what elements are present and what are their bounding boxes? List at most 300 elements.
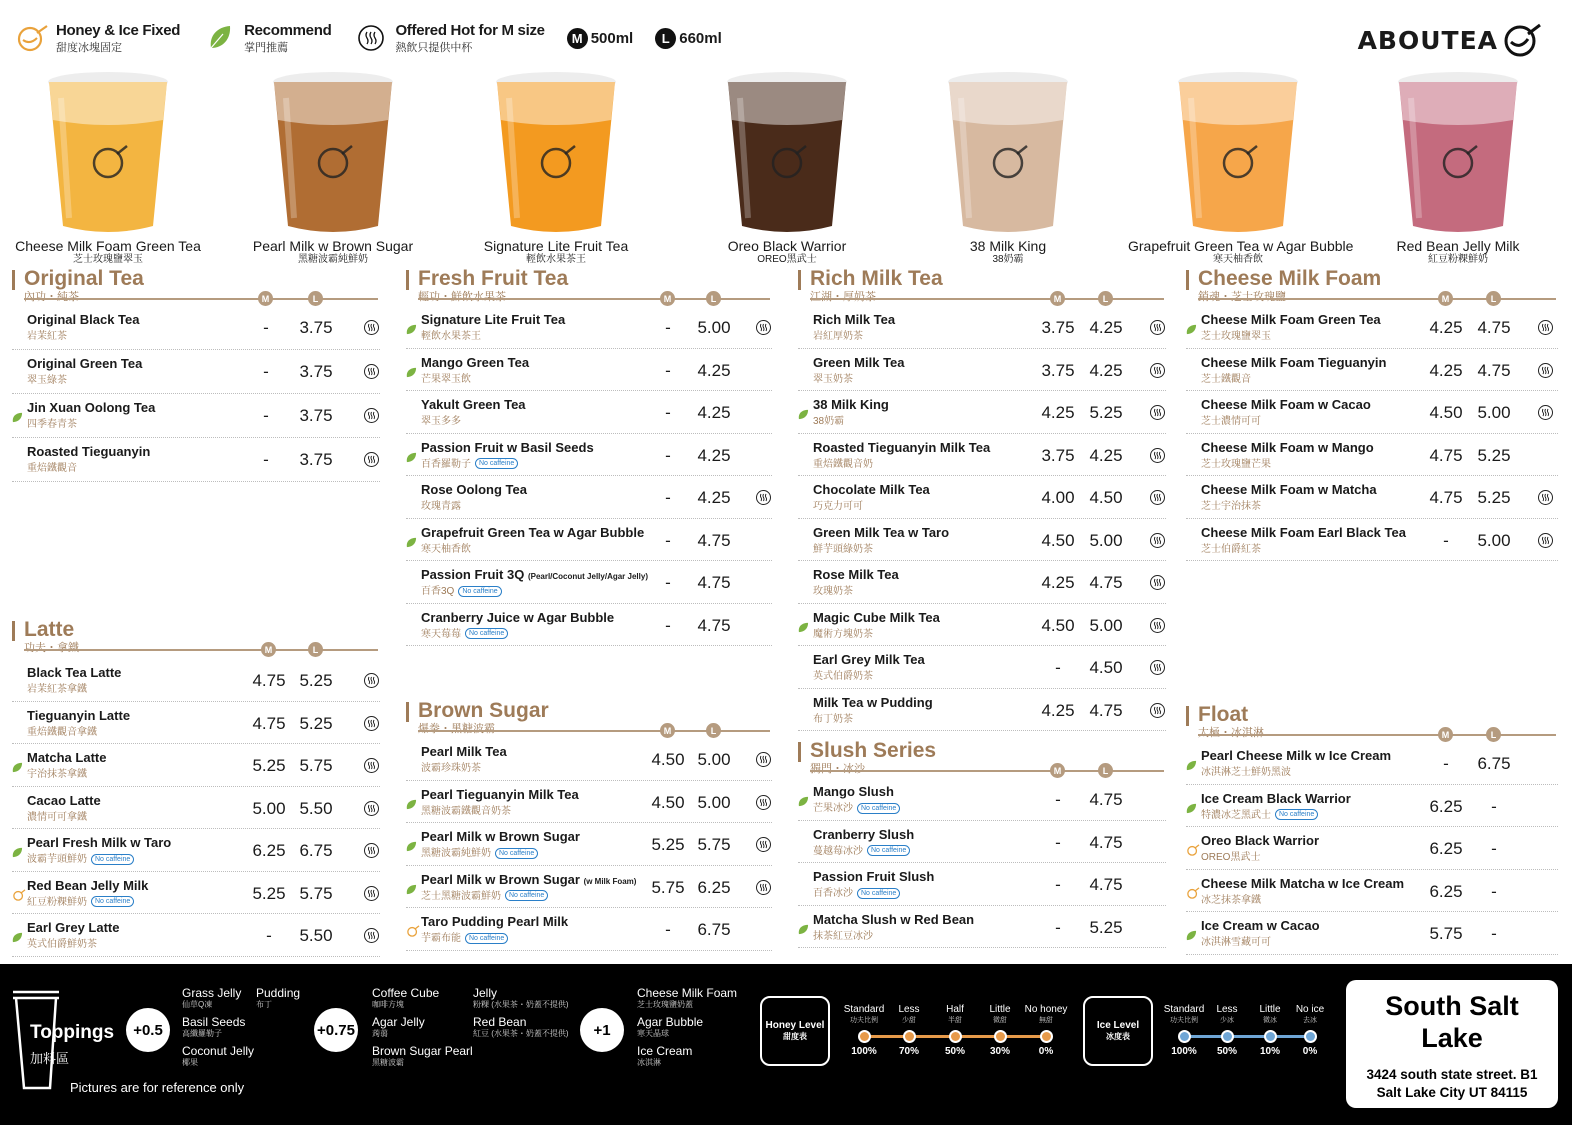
topping-item bbox=[372, 986, 439, 1009]
featured-drink-zh: 輕飲水果茶王 bbox=[526, 254, 586, 265]
item-name bbox=[421, 610, 614, 625]
item-name-text: Matcha Latte bbox=[27, 750, 107, 765]
menu-item-ice-cream-black-warrior[interactable] bbox=[1186, 785, 1558, 828]
price-m: - bbox=[1055, 790, 1061, 809]
topping-item bbox=[637, 1015, 703, 1038]
item-name bbox=[421, 872, 636, 887]
item-zh bbox=[27, 415, 77, 430]
price-l: 6.75 bbox=[1477, 754, 1511, 773]
price-l: 4.50 bbox=[1089, 658, 1123, 677]
menu-list bbox=[12, 306, 380, 482]
menu-item-pearl-cheese-milk-w-ice-cream[interactable] bbox=[1186, 742, 1558, 785]
no-caffeine-badge: No caffeine bbox=[465, 933, 508, 944]
item-name bbox=[27, 750, 106, 765]
item-name-text: Cheese Milk Matcha w Ice Cream bbox=[1201, 875, 1405, 891]
section-accent-bar bbox=[406, 270, 409, 290]
cup-image bbox=[223, 50, 443, 238]
item-name-text: Cheese Milk Foam Tieguanyin bbox=[1201, 354, 1387, 370]
item-name-text: Cranberry Slush bbox=[813, 826, 915, 842]
menu-item-passion-fruit-w-basil-seeds[interactable] bbox=[406, 434, 772, 477]
menu-item-pearl-tieguanyin-milk-tea[interactable] bbox=[406, 781, 772, 824]
legend-recommend-zh: 掌門推薦 bbox=[244, 41, 289, 54]
level-dot bbox=[1264, 1030, 1277, 1043]
menu-item-pearl-milk-tea[interactable] bbox=[406, 738, 772, 781]
price-m: - bbox=[665, 403, 671, 422]
item-zh bbox=[421, 497, 461, 512]
drink-cup-illustration bbox=[722, 58, 852, 238]
menu-item-pearl-fresh-milk-w-taro[interactable] bbox=[12, 829, 380, 872]
item-name bbox=[27, 444, 150, 459]
item-name bbox=[27, 312, 139, 327]
price-l: 6.25 bbox=[697, 877, 731, 897]
item-name bbox=[1201, 876, 1404, 891]
item-name-text: Cheese Milk Foam Green Tea bbox=[1201, 312, 1381, 327]
item-zh-text: 芝士宇治抹茶 bbox=[1201, 501, 1261, 512]
section-subtitle: 輕功・鮮飲水果茶 bbox=[418, 291, 506, 303]
menu-item-cheese-milk-foam-tieguanyin[interactable] bbox=[1186, 349, 1558, 392]
price-l: 5.25 bbox=[1089, 917, 1123, 937]
section-accent-bar bbox=[406, 702, 409, 722]
topping-name-zh: 仙草Q凍 bbox=[182, 1000, 213, 1009]
leaf-icon bbox=[406, 535, 417, 546]
item-zh bbox=[1201, 455, 1271, 470]
section-accent-bar bbox=[798, 270, 801, 290]
section-header bbox=[12, 268, 380, 304]
item-zh-text: 百香冰沙 bbox=[813, 888, 853, 899]
size-m-marker: M bbox=[1438, 727, 1453, 742]
hot-available-icon bbox=[1150, 405, 1165, 420]
menu-item-cheese-milk-foam-green-tea[interactable] bbox=[1186, 306, 1558, 349]
toppings-title: Toppings bbox=[30, 1022, 115, 1043]
price-l: 5.25 bbox=[299, 713, 333, 733]
item-zh bbox=[421, 802, 511, 817]
section-latte bbox=[12, 618, 380, 950]
topping-name: Coconut Jelly bbox=[182, 1044, 255, 1058]
featured-drink-zh: 38奶霸 bbox=[992, 254, 1024, 265]
menu-list bbox=[406, 738, 772, 951]
level-percent: 70% bbox=[898, 1046, 919, 1057]
item-zh bbox=[27, 371, 67, 386]
menu-item-cheese-milk-matcha-w-ice-cream[interactable] bbox=[1186, 870, 1558, 913]
hot-available-icon bbox=[1150, 363, 1165, 378]
level-percent: 30% bbox=[989, 1046, 1010, 1057]
item-zh bbox=[813, 710, 853, 725]
item-zh-text: 重焙鐵觀音拿鐵 bbox=[27, 726, 97, 738]
item-zh-text: 巧克力可可 bbox=[813, 501, 863, 512]
leaf-icon bbox=[1186, 758, 1197, 769]
level-percent: 100% bbox=[851, 1046, 877, 1057]
item-zh bbox=[1201, 327, 1271, 342]
item-name-text: Cacao Latte bbox=[27, 792, 101, 808]
hot-available-icon bbox=[364, 758, 379, 773]
price-m: 4.75 bbox=[252, 713, 286, 733]
section-header bbox=[798, 740, 1166, 776]
item-name bbox=[27, 793, 101, 808]
price-m: - bbox=[665, 920, 671, 939]
item-name-text: Roasted Tieguanyin Milk Tea bbox=[813, 439, 991, 455]
item-name-text: Cheese Milk Foam w Cacao bbox=[1201, 397, 1371, 412]
menu-item-signature-lite-fruit-tea[interactable] bbox=[406, 306, 772, 349]
drink-cup-illustration bbox=[943, 58, 1073, 238]
size-l-volume: 660ml bbox=[679, 29, 722, 47]
item-name-text: Milk Tea w Pudding bbox=[813, 694, 933, 710]
section-header bbox=[1186, 268, 1558, 304]
price-m: 4.50 bbox=[651, 792, 685, 812]
section-subtitle: 功夫・拿鐵 bbox=[24, 642, 79, 654]
menu-item-matcha-slush-w-red-bean[interactable] bbox=[798, 906, 1166, 949]
item-zh bbox=[1201, 763, 1291, 778]
item-name-note: (w Milk Foam) bbox=[583, 876, 637, 886]
drink-cup-illustration bbox=[1393, 58, 1523, 238]
price-l: 4.25 bbox=[697, 403, 731, 422]
menu-item-roasted-tieguanyin-milk-tea[interactable] bbox=[798, 434, 1166, 477]
item-name-text: Passion Fruit Slush bbox=[813, 869, 935, 884]
ice-level-box bbox=[1083, 996, 1153, 1066]
item-zh bbox=[813, 455, 873, 470]
level-dot bbox=[1304, 1030, 1317, 1043]
hot-available-icon bbox=[1150, 320, 1165, 335]
price-m: 5.25 bbox=[252, 756, 286, 775]
hot-available-icon bbox=[1538, 405, 1553, 420]
menu-item-oreo-black-warrior[interactable] bbox=[1186, 827, 1558, 870]
topping-item bbox=[372, 1044, 473, 1067]
price-m: 4.50 bbox=[651, 750, 685, 769]
size-m-badge: M bbox=[567, 28, 588, 49]
item-zh-text: 芒果翠玉飲 bbox=[421, 373, 471, 385]
menu-item-yakult-green-tea[interactable] bbox=[406, 391, 772, 434]
price-m: 4.00 bbox=[1041, 488, 1075, 507]
item-zh bbox=[421, 929, 508, 944]
menu-item-rich-milk-tea[interactable] bbox=[798, 306, 1166, 349]
menu-item-milk-tea-w-pudding[interactable] bbox=[798, 689, 1166, 732]
no-caffeine-badge: No caffeine bbox=[857, 803, 900, 814]
menu-item-cranberry-slush[interactable] bbox=[798, 821, 1166, 864]
item-name bbox=[1201, 525, 1406, 540]
item-name bbox=[27, 708, 130, 723]
menu-item-magic-cube-milk-tea[interactable] bbox=[798, 604, 1166, 647]
item-name bbox=[27, 665, 121, 680]
item-name-text: Red Bean Jelly Milk bbox=[27, 877, 149, 893]
item-zh-text: 芒果冰沙 bbox=[813, 803, 853, 814]
item-zh-text: 蔓越莓冰沙 bbox=[813, 845, 863, 857]
item-name bbox=[27, 356, 142, 371]
level-percent: 100% bbox=[1171, 1046, 1197, 1057]
topping-name-zh: 咖啡方塊 bbox=[372, 1000, 404, 1009]
topping-name: Jelly bbox=[473, 986, 498, 1000]
price-l: 5.00 bbox=[697, 792, 731, 812]
section-original-tea bbox=[12, 267, 380, 474]
item-zh bbox=[27, 765, 87, 780]
hot-available-icon bbox=[756, 490, 771, 505]
menu-item-jin-xuan-oolong-tea[interactable] bbox=[12, 394, 380, 438]
topping-name-zh: 蒟蒻 bbox=[372, 1029, 388, 1038]
level-percent: 50% bbox=[944, 1046, 965, 1057]
hot-available-icon bbox=[1150, 660, 1165, 675]
legend-size-l bbox=[655, 28, 722, 49]
section-title: Slush Series bbox=[810, 739, 937, 762]
legend-honey-en: Honey & Ice Fixed bbox=[56, 21, 181, 39]
level-percent: 10% bbox=[1259, 1046, 1280, 1057]
menu-list bbox=[798, 306, 1166, 731]
topping-name: Cheese Milk Foam bbox=[637, 986, 738, 1000]
item-zh-text: 岩紅厚奶茶 bbox=[813, 331, 863, 342]
no-caffeine-badge: No caffeine bbox=[475, 458, 518, 469]
leaf-icon bbox=[798, 620, 809, 631]
item-zh-text: 布丁奶茶 bbox=[813, 713, 853, 725]
item-zh bbox=[1201, 806, 1318, 821]
size-l-marker: L bbox=[706, 723, 721, 738]
topping-name: Coffee Cube bbox=[372, 986, 440, 1000]
level-label: No ice bbox=[1295, 1004, 1325, 1015]
leaf-icon bbox=[798, 794, 809, 805]
item-zh-text: 玫瑰青露 bbox=[421, 501, 461, 512]
level-title: Ice Level bbox=[1096, 1020, 1140, 1031]
item-name-text: Black Tea Latte bbox=[27, 665, 122, 680]
price-m: - bbox=[1055, 658, 1061, 677]
item-zh bbox=[813, 884, 900, 899]
level-label-zh: 少甜 bbox=[902, 1017, 916, 1024]
footer bbox=[0, 964, 1572, 1125]
level-title-zh: 甜度表 bbox=[783, 1032, 807, 1041]
price-l: 5.00 bbox=[1089, 615, 1123, 635]
item-zh bbox=[27, 808, 87, 823]
item-zh-text: 重焙鐵觀音 bbox=[27, 463, 77, 474]
menu-item-earl-grey-latte[interactable] bbox=[12, 914, 380, 957]
menu-item-rose-oolong-tea[interactable] bbox=[406, 476, 772, 519]
menu-item-rose-milk-tea[interactable] bbox=[798, 561, 1166, 604]
drink-cup-illustration bbox=[1173, 58, 1303, 238]
level-percent: 0% bbox=[1302, 1046, 1318, 1057]
item-name-text: Passion Fruit w Basil Seeds bbox=[421, 439, 594, 455]
price-m: 6.25 bbox=[1429, 881, 1463, 901]
menu-item-mango-green-tea[interactable] bbox=[406, 349, 772, 392]
item-zh bbox=[1201, 891, 1261, 906]
item-name bbox=[1201, 482, 1377, 497]
level-percent: 0% bbox=[1038, 1046, 1054, 1057]
section-accent-bar bbox=[12, 621, 15, 641]
menu-item-original-green-tea[interactable] bbox=[12, 350, 380, 394]
size-l-badge: L bbox=[655, 28, 676, 49]
item-zh bbox=[421, 582, 502, 597]
menu-item-cheese-milk-foam-w-mango[interactable] bbox=[1186, 434, 1558, 477]
menu-item-roasted-tieguanyin[interactable] bbox=[12, 438, 380, 482]
section-accent-bar bbox=[798, 742, 801, 762]
no-caffeine-badge: No caffeine bbox=[1275, 809, 1318, 820]
cup-image bbox=[0, 50, 218, 238]
item-zh-text: 英式伯爵鮮奶茶 bbox=[27, 939, 97, 950]
level-option bbox=[930, 1004, 980, 1025]
price-m: - bbox=[1055, 917, 1061, 937]
hot-available-icon bbox=[364, 886, 379, 901]
item-zh bbox=[421, 625, 508, 640]
featured-drink bbox=[677, 50, 897, 266]
level-dot bbox=[1221, 1030, 1234, 1043]
level-label-zh: 微冰 bbox=[1263, 1017, 1277, 1024]
item-zh bbox=[813, 667, 873, 682]
level-label: Little bbox=[1259, 1004, 1281, 1015]
item-zh-text: 冰淇淋雪藏可可 bbox=[1201, 937, 1271, 948]
section-rich-milk-tea bbox=[798, 267, 1166, 725]
topping-item bbox=[473, 1015, 569, 1038]
leaf-icon bbox=[406, 450, 417, 461]
item-zh bbox=[813, 412, 844, 427]
item-zh bbox=[813, 625, 873, 640]
price-m: 5.25 bbox=[651, 835, 685, 854]
price-l: 4.25 bbox=[697, 360, 731, 380]
featured-drink-name: Oreo Black Warrior bbox=[727, 238, 847, 254]
price-l: 4.25 bbox=[697, 488, 731, 507]
item-name-text: Original Green Tea bbox=[27, 356, 143, 371]
menu-item-tieguanyin-latte[interactable] bbox=[12, 702, 380, 745]
menu-item-cheese-milk-foam-w-cacao[interactable] bbox=[1186, 391, 1558, 434]
menu-item-taro-pudding-pearl-milk[interactable] bbox=[406, 908, 772, 951]
price-m: 6.25 bbox=[252, 841, 286, 860]
price-l: 4.75 bbox=[697, 615, 731, 635]
leaf-icon bbox=[1186, 928, 1197, 939]
price-m: - bbox=[665, 615, 671, 635]
featured-drink-name: Cheese Milk Foam Green Tea bbox=[15, 238, 201, 254]
leaf-icon bbox=[406, 797, 417, 808]
price-l: 5.00 bbox=[1477, 530, 1511, 550]
menu-item-earl-grey-milk-tea[interactable] bbox=[798, 646, 1166, 689]
topping-name-zh: 寒天晶球 bbox=[637, 1029, 669, 1038]
price-m: 3.75 bbox=[1041, 318, 1075, 337]
menu-item-38-milk-king[interactable] bbox=[798, 391, 1166, 434]
menu-item-pearl-milk-w-brown-sugar[interactable] bbox=[406, 823, 772, 866]
menu-item-red-bean-jelly-milk[interactable] bbox=[12, 872, 380, 915]
topping-name-zh: 布丁 bbox=[256, 1000, 272, 1009]
price-m: 4.25 bbox=[1041, 573, 1075, 592]
legend-size-m bbox=[567, 28, 634, 49]
honey-dipper-icon bbox=[406, 924, 417, 935]
level-title: Honey Level bbox=[765, 1020, 825, 1031]
price-l: 5.00 bbox=[1089, 530, 1123, 550]
price-l: 5.50 bbox=[299, 798, 333, 818]
item-zh-text: 芋霸布能 bbox=[421, 933, 461, 944]
item-name-text: Original Black Tea bbox=[27, 312, 140, 327]
menu-item-cranberry-juice-w-agar-bubble[interactable] bbox=[406, 604, 772, 647]
menu-item-passion-fruit-3q[interactable] bbox=[406, 561, 772, 604]
topping-name-zh: 粉粿 (水果茶・奶蓋不提供) bbox=[473, 1000, 569, 1009]
price-m: 4.50 bbox=[1041, 615, 1075, 635]
section-subtitle: 江湖・厚奶茶 bbox=[810, 291, 876, 303]
menu-item-ice-cream-w-cacao[interactable] bbox=[1186, 912, 1558, 955]
item-zh bbox=[813, 327, 863, 342]
price-m: - bbox=[665, 530, 671, 550]
price-m: 4.50 bbox=[1429, 403, 1463, 422]
size-m-marker: M bbox=[660, 723, 675, 738]
item-zh bbox=[421, 370, 471, 385]
section-rule bbox=[1198, 734, 1556, 736]
topping-name-zh: 紅豆 (水果茶・奶蓋不提供) bbox=[473, 1029, 569, 1038]
menu-item-passion-fruit-slush[interactable] bbox=[798, 863, 1166, 906]
item-name bbox=[27, 400, 155, 415]
menu-item-green-milk-tea[interactable] bbox=[798, 349, 1166, 392]
featured-drink-zh: 芝士玫瑰鹽翠玉 bbox=[73, 254, 143, 265]
item-name bbox=[421, 787, 579, 802]
level-label-zh: 功夫比例 bbox=[850, 1017, 878, 1024]
price-m: - bbox=[263, 406, 269, 425]
menu-item-grapefruit-green-tea-w-agar-bubble[interactable] bbox=[406, 519, 772, 562]
section-header bbox=[406, 700, 772, 736]
menu-item-pearl-milk-w-brown-sugar[interactable] bbox=[406, 866, 772, 909]
honey-dipper-icon bbox=[1186, 843, 1197, 854]
item-name bbox=[813, 912, 974, 927]
item-name-text: Cheese Milk Foam Earl Black Tea bbox=[1201, 524, 1406, 540]
item-zh bbox=[421, 540, 471, 555]
hot-available-icon bbox=[364, 364, 379, 379]
size-l-marker: L bbox=[706, 291, 721, 306]
price-l: 5.00 bbox=[697, 750, 731, 769]
menu-item-green-milk-tea-w-taro[interactable] bbox=[798, 519, 1166, 562]
level-label: Half bbox=[946, 1004, 964, 1015]
item-name-text: Earl Grey Latte bbox=[27, 920, 120, 935]
level-dot bbox=[903, 1030, 916, 1043]
featured-drink-zh: 黑糖波霸純鮮奶 bbox=[298, 254, 368, 265]
menu-item-cheese-milk-foam-w-matcha[interactable] bbox=[1186, 476, 1558, 519]
price-m: 5.25 bbox=[252, 883, 286, 903]
item-zh-text: 玫瑰奶茶 bbox=[813, 586, 853, 597]
hot-available-icon bbox=[364, 716, 379, 731]
menu-item-matcha-latte[interactable] bbox=[12, 744, 380, 787]
featured-drink-name: 38 Milk King bbox=[969, 238, 1047, 254]
level-option bbox=[1285, 1004, 1335, 1025]
featured-drink-name: Signature Lite Fruit Tea bbox=[483, 238, 629, 254]
item-zh bbox=[27, 850, 134, 865]
item-name-text: Ice Cream w Cacao bbox=[1201, 918, 1320, 933]
featured-drink-name: Grapefruit Green Tea w Agar Bubble bbox=[1128, 238, 1354, 254]
size-l-marker: L bbox=[1098, 763, 1113, 778]
price-l: 5.25 bbox=[1477, 488, 1511, 507]
menu-item-original-black-tea[interactable] bbox=[12, 306, 380, 350]
level-label-zh: 半甜 bbox=[948, 1017, 962, 1024]
item-zh bbox=[813, 370, 853, 385]
menu-item-black-tea-latte[interactable] bbox=[12, 659, 380, 702]
menu-item-mango-slush[interactable] bbox=[798, 778, 1166, 821]
item-name bbox=[1201, 833, 1319, 848]
featured-drink bbox=[898, 50, 1118, 266]
item-zh bbox=[813, 497, 863, 512]
toppings-zh: 加料區 bbox=[30, 1051, 70, 1066]
menu-list bbox=[1186, 306, 1558, 561]
price-m: - bbox=[1443, 754, 1449, 773]
item-name bbox=[813, 652, 925, 667]
price-m: 4.75 bbox=[252, 671, 286, 690]
section-rule bbox=[24, 649, 378, 651]
menu-item-chocolate-milk-tea[interactable] bbox=[798, 476, 1166, 519]
menu-item-cacao-latte[interactable] bbox=[12, 787, 380, 830]
menu-item-cheese-milk-foam-earl-black-tea[interactable] bbox=[1186, 519, 1558, 562]
section-subtitle: 獨門・冰沙 bbox=[810, 763, 865, 775]
item-zh-text: 寒天柚香飲 bbox=[421, 543, 471, 555]
cup-image bbox=[898, 50, 1118, 238]
item-zh-text: 四季春青茶 bbox=[27, 419, 77, 430]
item-name bbox=[421, 482, 527, 497]
item-zh-text: 翠玉奶茶 bbox=[813, 373, 853, 385]
item-name-text: Earl Grey Milk Tea bbox=[813, 652, 925, 667]
hot-available-icon bbox=[756, 880, 771, 895]
hot-available-icon bbox=[1150, 618, 1165, 633]
item-name-text: Magic Cube Milk Tea bbox=[813, 609, 940, 625]
item-name-text: Cranberry Juice w Agar Bubble bbox=[421, 609, 615, 625]
hot-available-icon bbox=[364, 452, 379, 467]
item-zh-text: 冰淇淋芝士鮮奶黑波 bbox=[1201, 767, 1291, 778]
price-m: - bbox=[665, 488, 671, 507]
price-m: - bbox=[665, 360, 671, 380]
price-l: 4.75 bbox=[1089, 573, 1123, 592]
section-accent-bar bbox=[12, 270, 15, 290]
topping-item bbox=[473, 986, 569, 1009]
